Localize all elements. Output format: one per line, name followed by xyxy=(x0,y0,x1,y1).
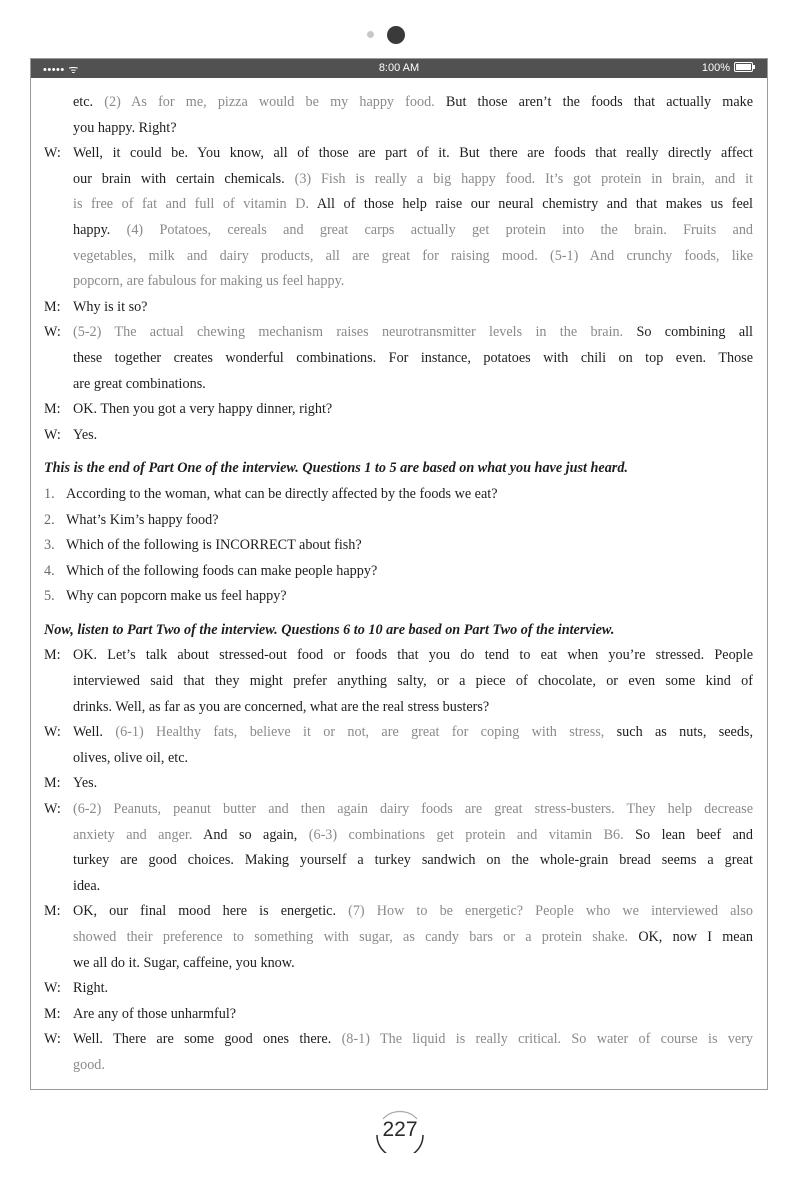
transcript-line xyxy=(44,397,753,423)
transcript xyxy=(44,90,753,1079)
clock: 8:00 AM xyxy=(378,62,420,74)
battery-status: 100% xyxy=(702,62,753,74)
dialogue-text: interviewed said that they might prefer anything salty, or a piece of chocolate, or even some kind of xyxy=(73,673,753,690)
dialogue-text: OK. Then you got a very happy dinner, right? xyxy=(73,401,333,418)
dialogue-text: olives, olive oil, etc. xyxy=(73,749,189,766)
answer-key-text: (6-2) Peanuts, peanut butter and then again dairy foods are great stress-busters. They help decrease xyxy=(73,801,753,818)
transcript-line xyxy=(44,423,753,449)
page-number: 227 xyxy=(373,1107,427,1153)
dialogue-text: But those aren’t the foods that actually make xyxy=(445,94,754,110)
answer-key-text: (2) As for me, pizza would be my happy food. xyxy=(104,94,446,110)
transcript-line xyxy=(44,141,753,167)
question-text: Which of the following is INCORRECT about fish? xyxy=(66,537,362,554)
transcript-line xyxy=(44,848,753,874)
dialogue-text: happy. xyxy=(73,221,127,238)
dialogue-text: drinks. Well, as far as you are concerned, what are the real stress busters? xyxy=(73,698,490,715)
speaker-label: M: xyxy=(44,1005,61,1022)
speaker-label: M: xyxy=(44,775,61,792)
dialogue-text: Why is it so? xyxy=(73,298,148,315)
question-number: 2. xyxy=(44,511,55,528)
speaker-label: M: xyxy=(44,401,61,418)
dialogue-text: So combining all xyxy=(636,324,753,341)
dialogue-text: are great combinations. xyxy=(73,375,206,392)
dialogue-text: these together creates wonderful combinations. For instance, potatoes with chili on top even. Those xyxy=(73,349,753,366)
answer-key-text: popcorn, are fabulous for making us feel happy. xyxy=(73,273,345,290)
part-one-heading: This is the end of Part One of the interview. Questions 1 to 5 are based on what you have just heard. xyxy=(44,460,628,477)
speaker-label: M: xyxy=(44,903,61,920)
transcript-line xyxy=(44,1053,753,1079)
question-text: According to the woman, what can be directly affected by the foods we eat? xyxy=(66,485,498,502)
dialogue-text: Well, it could be. You know, all of those are part of it. But there are foods that really directly affect xyxy=(73,145,753,162)
answer-key-text: good. xyxy=(73,1056,105,1073)
dialogue-text: our brain with certain chemicals. xyxy=(73,170,295,187)
dialogue-text: And so again, xyxy=(203,826,309,843)
page-dot-active[interactable] xyxy=(387,26,405,44)
speaker-label: M: xyxy=(44,647,61,664)
speaker-label: M: xyxy=(44,298,61,315)
transcript-line xyxy=(44,90,753,116)
question-number: 5. xyxy=(44,588,55,605)
answer-key-text: (4) Potatoes, cereals and great carps actually get protein into the brain. Fruits and xyxy=(126,221,754,238)
dialogue-text: Are any of those unharmful? xyxy=(73,1005,237,1022)
question-number: 4. xyxy=(44,562,55,579)
question-item xyxy=(44,482,753,508)
dialogue-text: Yes. xyxy=(73,775,98,792)
dialogue-text: OK, now I mean xyxy=(638,929,753,945)
dialogue-text: Well. xyxy=(73,724,116,741)
transcript-line xyxy=(44,669,753,695)
signal-icon: ••••• ᯤ xyxy=(43,64,79,76)
answer-key-text: is free of fat and full of vitamin D. xyxy=(73,196,317,213)
answer-key-text: (6-3) combinations get protein and vitamin B6. xyxy=(308,826,636,843)
question-number: 1. xyxy=(44,485,55,502)
answer-key-text: (6-1) Healthy fats, believe it or not, are great for coping with stress, xyxy=(115,724,617,741)
answer-key-text: anxiety and anger. xyxy=(73,826,204,843)
transcript-line xyxy=(44,823,753,849)
transcript-line xyxy=(44,192,753,218)
transcript-line xyxy=(44,720,753,746)
page-indicator xyxy=(0,25,800,47)
dialogue-text: we all do it. Sugar, caffeine, you know. xyxy=(73,954,295,971)
transcript-line xyxy=(44,1002,753,1028)
dialogue-text: OK, our final mood here is energetic. xyxy=(73,903,349,920)
battery-icon xyxy=(734,62,753,72)
speaker-label: W: xyxy=(44,801,61,818)
transcript-line xyxy=(44,269,753,295)
transcript-line xyxy=(44,320,753,346)
transcript-line xyxy=(44,976,753,1002)
transcript-line xyxy=(44,167,753,193)
dialogue-text: Well. There are some good ones there. xyxy=(73,1031,342,1048)
answer-key-text: (7) How to be energetic? People who we interviewed also xyxy=(348,903,753,920)
dialogue-text: OK. Let’s talk about stressed-out food or foods that you do tend to eat when you’re stressed. People xyxy=(73,647,753,664)
wifi-icon: ᯤ xyxy=(68,64,79,76)
question-item xyxy=(44,559,753,585)
question-item xyxy=(44,584,753,610)
speaker-label: W: xyxy=(44,426,61,443)
question-item xyxy=(44,508,753,534)
part-two-heading: Now, listen to Part Two of the interview. Questions 6 to 10 are based on Part Two of the interview. xyxy=(44,621,615,638)
question-list xyxy=(44,482,753,610)
page-dot-inactive[interactable] xyxy=(367,31,374,38)
transcript-line xyxy=(44,797,753,823)
dialogue-text: Yes. xyxy=(73,426,98,443)
dialogue-text: Right. xyxy=(73,980,109,997)
transcript-line xyxy=(44,295,753,321)
transcript-line xyxy=(44,346,753,372)
transcript-line xyxy=(44,874,753,900)
transcript-line xyxy=(44,899,753,925)
dialogue-text: So lean beef and xyxy=(635,826,753,843)
status-bar xyxy=(31,59,767,78)
answer-key-text: vegetables, milk and dairy products, all are great for raising mood. (5-1) And crunchy foods, like xyxy=(73,247,753,264)
transcript-line xyxy=(44,951,753,977)
transcript-line xyxy=(44,372,753,398)
question-text: What’s Kim’s happy food? xyxy=(66,511,219,528)
answer-key-text: (3) Fish is really a big happy food. It’s got protein in brain, and it xyxy=(294,170,753,187)
dialogue-text: turkey are good choices. Making yourself a turkey sandwich on the whole-grain bread seems a great xyxy=(73,852,753,869)
speaker-label: W: xyxy=(44,1031,61,1048)
question-text: Which of the following foods can make people happy? xyxy=(66,562,378,579)
transcript-line xyxy=(44,925,753,951)
transcript-line xyxy=(44,771,753,797)
speaker-label: W: xyxy=(44,145,61,162)
dialogue-text: idea. xyxy=(73,877,101,894)
speaker-label: W: xyxy=(44,324,61,341)
transcript-part-one xyxy=(44,90,753,448)
dialogue-text: etc. xyxy=(73,94,105,110)
transcript-line xyxy=(44,746,753,772)
dialogue-text: you happy. Right? xyxy=(73,119,177,136)
speaker-label: W: xyxy=(44,724,61,741)
question-text: Why can popcorn make us feel happy? xyxy=(66,588,287,605)
speaker-label: W: xyxy=(44,980,61,997)
dialogue-text: All of those help raise our neural chemistry and that makes us feel xyxy=(316,196,753,213)
transcript-part-two xyxy=(44,643,753,1078)
transcript-line xyxy=(44,218,753,244)
dialogue-text: such as nuts, seeds, xyxy=(616,724,753,741)
transcript-line xyxy=(44,244,753,270)
transcript-line xyxy=(44,695,753,721)
answer-key-text: (5-2) The actual chewing mechanism raises neurotransmitter levels in the brain. xyxy=(73,324,637,341)
transcript-line xyxy=(44,116,753,142)
answer-key-text: (8-1) The liquid is really critical. So water of course is very xyxy=(341,1031,753,1048)
answer-key-text: showed their preference to something with sugar, as candy bars or a protein shake. xyxy=(73,929,639,945)
transcript-line xyxy=(44,643,753,669)
question-number: 3. xyxy=(44,537,55,554)
transcript-line xyxy=(44,1027,753,1053)
question-item xyxy=(44,533,753,559)
